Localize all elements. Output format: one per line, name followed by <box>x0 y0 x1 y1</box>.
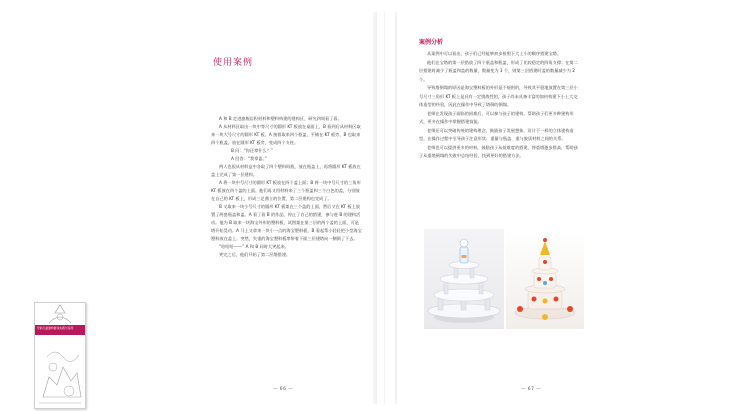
paragraph: 笑完之后，他们开始了第二层塔搭建。 <box>219 252 291 257</box>
paragraph: 老师还可以突破传统的建构理念，鼓励孩子发展想象，设计不一样的立体建构造型，在操作过程中引导孩子注意形状、重量与瓶盖、重与胶质材料之间的关系。 <box>419 127 574 141</box>
page-number-text: — 67 — <box>521 387 542 392</box>
page-number <box>521 387 541 392</box>
paragraph: 他们在宝塔的第一层搭放了四个瓶盖和瓶盖，形成了比较稳定的四角支撑；在第二层搭建时减少了瓶盖和盖的数量，数量变为 3 个，则第三层搭建时盖的数量减少为 2 个。 <box>419 59 578 82</box>
paragraph: “哈哈哈——” A 和 B 同时大笑起来。 <box>219 244 289 249</box>
left-page-body <box>211 115 363 259</box>
photo-tower-colorful <box>506 229 584 329</box>
case-title: 案例分析 <box>419 39 444 46</box>
page-number <box>273 387 293 392</box>
tower-illustration-2 <box>506 229 584 329</box>
paragraph: 从案例中可以看出，孩子们已经能够初步按照下大上小的顺序搭建宝塔。 <box>427 51 562 56</box>
right-page <box>397 12 591 404</box>
paragraph: 导致塔倒塌的原因是海宝塑料板的外形是不规则的，导致其平稳地放置在第三层小号尺寸三角形 KT 板上是具有一定挑战性的，孩子尚未具备丰富的如何构建下小上大交体造型的经验，因此在操作中导致了塔倒的倒塌。 <box>419 85 578 107</box>
cover-title: 学前儿童建构游戏实践与指导 <box>37 326 74 330</box>
paragraph: 老师也可以提供更多的材料，鼓励孩子从低难度的搭建，将重塔逐步搭高，帮助孩子从重塔倒塌的失败中总结经验，找到更好的搭建方法。 <box>419 144 578 158</box>
paragraph: A 和 B 走进旗舰店积材料和塑料构建的建构区，研究四周看了看。 <box>219 116 342 121</box>
section-title: 使用案例 <box>213 58 254 68</box>
cover-artwork-bottom <box>35 337 85 407</box>
cover-artwork-top <box>35 303 85 325</box>
paragraph: B 问：“你还拿什么？” <box>231 148 274 153</box>
paragraph: A 回答：“我拿盖。” <box>231 156 267 161</box>
paragraph: 两人也很从材料盒中各取了四个塑料吗瓶，放在瓶盖上，再将圆形 KT 板放在盖上完成了第一层建构。 <box>211 164 361 177</box>
book-cover-thumbnail <box>34 302 86 409</box>
left-page <box>195 12 373 404</box>
page-number-text: — 66 — <box>273 387 294 392</box>
right-page-body <box>419 50 579 161</box>
paragraph: A 从材料区取出一块中等尺寸的圆形 KT 板放在桌面上，B 看到后从材料区取来一块大号尺寸的圆形 KT 板。A 接着取来四个瓶盖，平铺在 KT 板旁，B 也取来四个瓶盖，放在圆形 KT 板旁，变成四个支柱。 <box>211 124 361 145</box>
photo-tower-kt-board <box>424 229 504 329</box>
book-gutter <box>384 12 385 404</box>
paragraph: B 又取来一块小号尺寸的圆形 KT 板架在三个盖的上面，然后又在 KT 板上放置了两套瓶盖和盖。A 看了看 B 的作品，停止了自己的搭建，参与进 B 的建构活动。他为 B 取来一块海宝外形的塑料板，试图架在第三层的两个盖的上面，可是塔开始晃动。A 马上又拿来一块小一点的海宝塑料板，B 看起帮小轻轻把小型海宝塑料放在盖上。突然，失重的海宝塑料板串带着下面三层建塔向一侧倒了下去。 <box>211 204 362 241</box>
paragraph: 老师在发现孩子面临的困难后，可以参与孩子的建构，帮助孩子们更多种建构形式，更多在操作中掌握搭建技能。 <box>419 110 574 124</box>
paragraph: A 将一块中号尺寸的圆形 KT 板放在四个盖上面；B 将一块中号尺寸的三角形 KT 板放在四个盖的上面。他们再又用材料来了三个瓶盖和三个白色的盖，分别放在自己的 KT 板上，形成三足鼎立的位置，第二层建构也完成了。 <box>211 180 361 201</box>
tower-illustration-1 <box>424 229 504 329</box>
